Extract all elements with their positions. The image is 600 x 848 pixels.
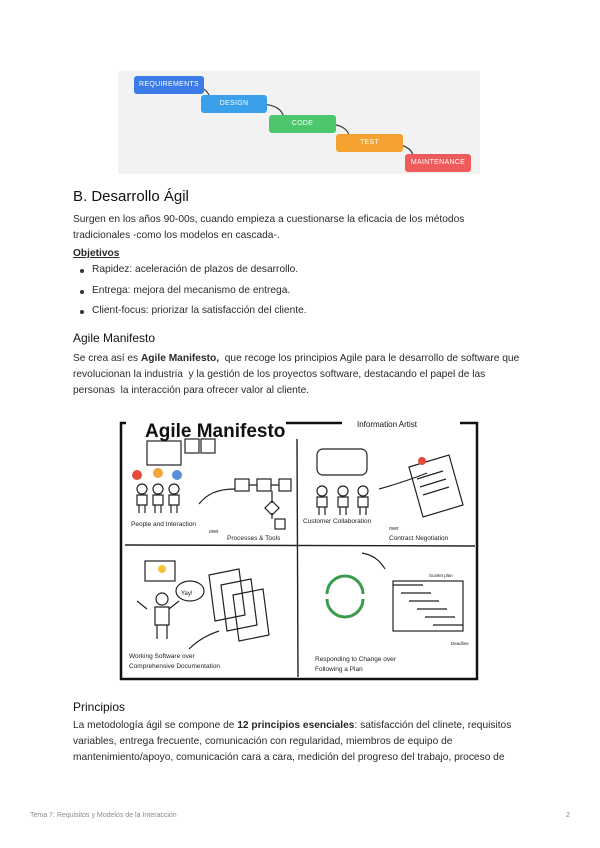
q4-top: Responding to Change over (315, 656, 396, 663)
q4-plan-label: Scarlet plan (429, 573, 453, 578)
agile-line-1-bold: Agile Manifesto, (140, 353, 220, 364)
section-title: B. Desarrollo Ágil (73, 188, 189, 205)
bullet-icon (80, 269, 84, 273)
agile-heading: Agile Manifesto (73, 331, 156, 345)
principios-heading: Principios (73, 700, 126, 714)
principios-line-1-bold: 12 principios esenciales (237, 720, 355, 731)
list-item-text: Client-focus: priorizar la satisfacción del cliente. (92, 305, 307, 316)
manifesto-credit: Information Artist (357, 420, 418, 429)
objetivos-list (80, 264, 520, 326)
waterfall-diagram (118, 71, 480, 174)
waterfall-step-maintenance: MAINTENANCE (405, 154, 471, 172)
agile-line-1 (73, 351, 519, 367)
objetivos-heading: Objetivos (73, 248, 120, 259)
intro-line-1: Surgen en los años 90-00s, cuando empieza a cuestionarse la eficacia de los métodos (73, 214, 465, 225)
agile-line-2: revolucionan la industria y la gestión de los proyectos software, destacando el papel de las (73, 369, 486, 380)
list-item-text: Entrega: mejora del mecanismo de entrega. (92, 284, 291, 296)
q1-bottom: Processes & Tools (227, 535, 281, 542)
list-item (80, 305, 520, 326)
principios-line-2: variables, entrega frecuente, comunicación con regularidad, miembros de equipo de (73, 736, 453, 747)
manifesto-title: Agile Manifesto (145, 421, 286, 442)
list-item-text: Rapidez: aceleración de plazos de desarrollo. (92, 264, 299, 275)
q2-bottom: Contract Negotiation (389, 535, 449, 542)
intro-line-2: tradicionales -como los modelos en cascada-. (73, 230, 280, 241)
q4-plan-tag: Deadline (451, 641, 469, 646)
bullet-icon (80, 290, 84, 294)
principios-line-1 (73, 718, 511, 734)
agile-line-3: personas la interacción para ofrecer valor al cliente. (73, 385, 310, 396)
q3-top: Working Software over (129, 653, 195, 660)
principios-line-1-pre: La metodología ágil se compone de (73, 720, 238, 731)
bullet-icon (80, 310, 84, 314)
q2-top: Customer Collaboration (303, 518, 372, 525)
list-item (80, 264, 520, 285)
principios-line-3: mantenimiento/apoyo, comunicación cara a cara, medición del progreso del trabajo, proceso de (73, 752, 505, 763)
page-number: 2 (566, 812, 570, 819)
q1-top: People and Interaction (131, 521, 197, 528)
waterfall-step-test: TEST (336, 134, 403, 152)
waterfall-step-design: DESIGN (201, 95, 267, 113)
principios-line-1-post: : satisfacción del clinete, requisitos (354, 720, 512, 731)
waterfall-step-requirements: REQUIREMENTS (134, 76, 204, 94)
agile-line-1-post: que recoge los principios Agile para le desarrollo de software que (219, 353, 520, 364)
waterfall-step-code: CODE (269, 115, 336, 133)
agile-line-1-pre: Se crea así es (73, 353, 141, 364)
manifesto-sketch (117, 409, 483, 685)
q1-over: over (209, 529, 219, 535)
list-item (80, 285, 520, 306)
q3-bottom: Comprehensive Documentation (129, 663, 221, 670)
footer-text: Tema 7: Requisitos y Modelos de la Interacción (30, 812, 177, 819)
q4-bottom: Following a Plan (315, 666, 363, 673)
q2-over: over (389, 526, 399, 532)
q3-bubble: Yay! (181, 591, 193, 597)
agile-manifesto-illustration (117, 409, 483, 685)
